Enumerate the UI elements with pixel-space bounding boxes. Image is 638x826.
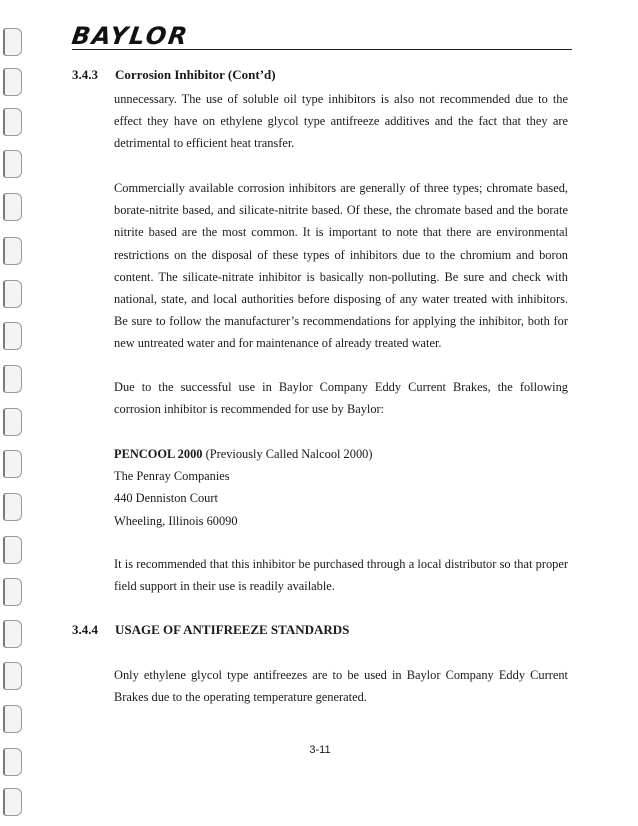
section-heading-3-4-3 <box>72 67 276 83</box>
binding-ring <box>3 108 22 136</box>
product-address-block <box>114 443 372 532</box>
binding-ring <box>3 450 22 478</box>
spiral-binding <box>0 0 30 826</box>
binding-ring <box>3 578 22 606</box>
company-name: The Penray Companies <box>114 469 230 484</box>
binding-ring <box>3 365 22 393</box>
paragraph <box>114 664 568 708</box>
product-line <box>114 443 372 465</box>
paragraph-text: Commercially available corrosion inhibitors are generally of three types; chromate based, borate-nitrite based, and silicate-nitrite based. Of these, the chromate based and the borate nitrite based are the most common. It is important to note that there are environmental restrictions on the disposal of these types of inhibitors due to the chromium and boron content. The silicate-nitrate inhibitor is basically non-polluting. Be sure and check with national, state, and local authorities before disposing of any water treated with inhibitors. Be sure to follow the manufacturer’s recommendations for applying the inhibitor, both for new untreated water and for maintenance of already treated water. <box>114 181 568 351</box>
section-title: USAGE OF ANTIFREEZE STANDARDS <box>115 622 350 637</box>
section-number: 3.4.4 <box>72 622 98 637</box>
binding-ring <box>3 150 22 178</box>
city-address: Wheeling, Illinois 60090 <box>114 513 238 528</box>
section-title: Corrosion Inhibitor (Cont’d) <box>115 67 276 82</box>
paragraph-text: Only ethylene glycol type antifreezes are to be used in Baylor Company Eddy Current Brakes due to the operating temperature generated. <box>114 668 568 705</box>
section-heading-3-4-4 <box>72 622 349 638</box>
binding-ring <box>3 620 22 648</box>
paragraph-text: It is recommended that this inhibitor be purchased through a local distributor so that proper field support in their use is readily available. <box>114 557 568 594</box>
binding-ring <box>3 408 22 436</box>
binding-ring <box>3 68 22 96</box>
binding-ring <box>3 788 22 816</box>
binding-ring <box>3 493 22 521</box>
baylor-logo: BAYLOR <box>70 22 191 50</box>
binding-ring <box>3 536 22 564</box>
binding-ring <box>3 193 22 221</box>
paragraph-text: unnecessary. The use of soluble oil type inhibitors is also not recommended due to the effect they have on ethylene glycol type antifreeze additives and the fact that they are detrimental to efficient heat transfer. <box>114 92 568 151</box>
binding-ring <box>3 237 22 265</box>
product-name: PENCOOL 2000 <box>114 447 203 461</box>
page-number: 3-11 <box>309 744 331 756</box>
paragraph <box>114 376 568 420</box>
binding-ring <box>3 662 22 690</box>
paragraph <box>114 177 568 355</box>
binding-ring <box>3 748 22 776</box>
paragraph <box>114 88 568 155</box>
header-rule <box>72 49 572 50</box>
binding-ring <box>3 322 22 350</box>
product-note: (Previously Called Nalcool 2000) <box>202 447 373 461</box>
paragraph-text: Due to the successful use in Baylor Company Eddy Current Brakes, the following corrosion inhibitor is recommended for use by Baylor: <box>114 380 568 417</box>
binding-ring <box>3 705 22 733</box>
street-address: 440 Denniston Court <box>114 491 218 506</box>
paragraph <box>114 553 568 597</box>
section-number: 3.4.3 <box>72 67 98 82</box>
binding-ring <box>3 280 22 308</box>
binding-ring <box>3 28 22 56</box>
